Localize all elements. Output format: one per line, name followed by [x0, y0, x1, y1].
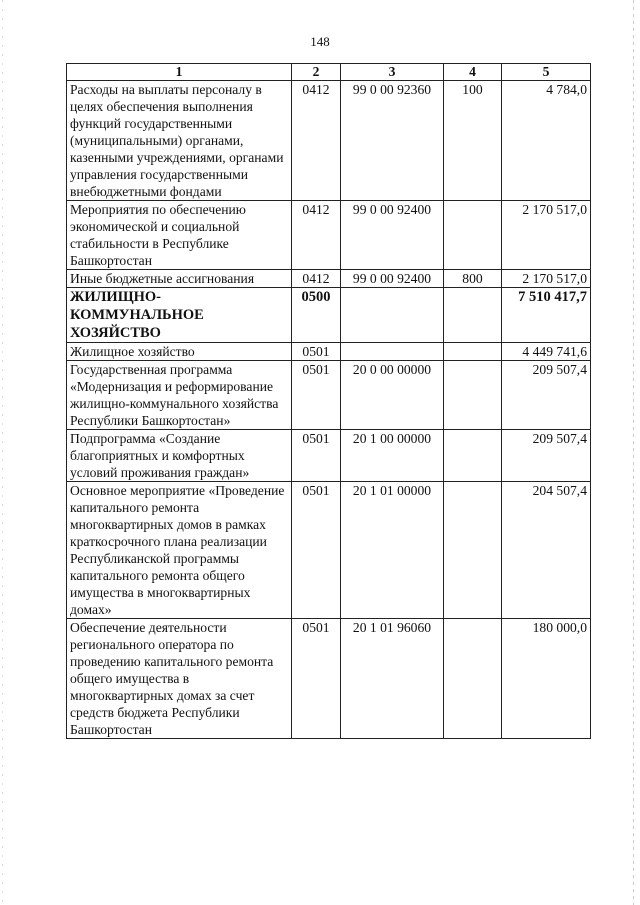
header-col-3: 3: [341, 64, 444, 81]
row-amount-cell: 209 507,4: [502, 361, 591, 430]
row-amount-cell: 209 507,4: [502, 430, 591, 482]
row-amount-cell: 2 170 517,0: [502, 270, 591, 288]
row-amount-cell: 180 000,0: [502, 619, 591, 739]
row-amount-cell: 2 170 517,0: [502, 201, 591, 270]
table-row: [67, 619, 591, 739]
row-name-cell: Мероприятия по обеспечению экономической и социальной стабильности в Республике Башкортостан: [67, 201, 292, 270]
table-row: [67, 482, 591, 619]
row-type-cell: [444, 361, 502, 430]
row-type-cell: [444, 343, 502, 361]
row-amount-cell: 204 507,4: [502, 482, 591, 619]
budget-table: [66, 63, 591, 739]
row-section-cell: 0501: [292, 619, 341, 739]
table-header-row: [67, 64, 591, 81]
row-name-cell: Расходы на выплаты персоналу в целях обеспечения выполнения функций государственными (муниципальными) органами, казенными учреждениями, органами управления государственными внебюджетными фондами: [67, 81, 292, 201]
row-type-cell: [444, 201, 502, 270]
page-number: 148: [310, 34, 330, 49]
table-body: [67, 81, 591, 739]
header-col-4: 4: [444, 64, 502, 81]
row-name-cell: Жилищное хозяйство: [67, 343, 292, 361]
row-type-cell: [444, 619, 502, 739]
row-amount-cell: 7 510 417,7: [502, 288, 591, 343]
row-target-cell: [341, 343, 444, 361]
table-row: [67, 343, 591, 361]
row-name-cell: Обеспечение деятельности регионального оператора по проведению капитального ремонта общего имущества в многоквартирных домах за счет средств бюджета Республики Башкортостан: [67, 619, 292, 739]
row-section-cell: 0501: [292, 361, 341, 430]
row-type-cell: [444, 430, 502, 482]
table-row: [67, 430, 591, 482]
header-col-5: 5: [502, 64, 591, 81]
row-name-cell: ЖИЛИЩНО-КОММУНАЛЬНОЕ ХОЗЯЙСТВО: [67, 288, 292, 343]
row-target-cell: 99 0 00 92400: [341, 270, 444, 288]
row-type-cell: [444, 288, 502, 343]
header-col-1: 1: [67, 64, 292, 81]
row-type-cell: [444, 482, 502, 619]
row-amount-cell: 4 784,0: [502, 81, 591, 201]
row-target-cell: 99 0 00 92400: [341, 201, 444, 270]
row-section-cell: 0412: [292, 81, 341, 201]
row-section-cell: 0412: [292, 201, 341, 270]
row-target-cell: 99 0 00 92360: [341, 81, 444, 201]
header-col-2: 2: [292, 64, 341, 81]
row-name-cell: Подпрограмма «Создание благоприятных и комфортных условий проживания граждан»: [67, 430, 292, 482]
row-target-cell: [341, 288, 444, 343]
row-section-cell: 0501: [292, 430, 341, 482]
row-name-cell: Государственная программа «Модернизация и реформирование жилищно-коммунального хозяйства Республики Башкортостан»: [67, 361, 292, 430]
row-type-cell: 800: [444, 270, 502, 288]
row-type-cell: 100: [444, 81, 502, 201]
scan-edge-right: [633, 0, 634, 905]
row-target-cell: 20 1 01 00000: [341, 482, 444, 619]
table-row: [67, 361, 591, 430]
scan-edge-left: [2, 0, 3, 905]
table-row: [67, 201, 591, 270]
row-target-cell: 20 1 00 00000: [341, 430, 444, 482]
row-section-cell: 0500: [292, 288, 341, 343]
table-row: [67, 288, 591, 343]
table-row: [67, 81, 591, 201]
row-section-cell: 0501: [292, 482, 341, 619]
row-amount-cell: 4 449 741,6: [502, 343, 591, 361]
row-section-cell: 0501: [292, 343, 341, 361]
row-name-cell: Иные бюджетные ассигнования: [67, 270, 292, 288]
row-target-cell: 20 1 01 96060: [341, 619, 444, 739]
row-section-cell: 0412: [292, 270, 341, 288]
row-name-cell: Основное мероприятие «Проведение капитального ремонта многоквартирных домов в рамках краткосрочного плана реализации Республиканской программы капитального ремонта общего имущества в многоквартирных домах»: [67, 482, 292, 619]
table-row: [67, 270, 591, 288]
row-target-cell: 20 0 00 00000: [341, 361, 444, 430]
